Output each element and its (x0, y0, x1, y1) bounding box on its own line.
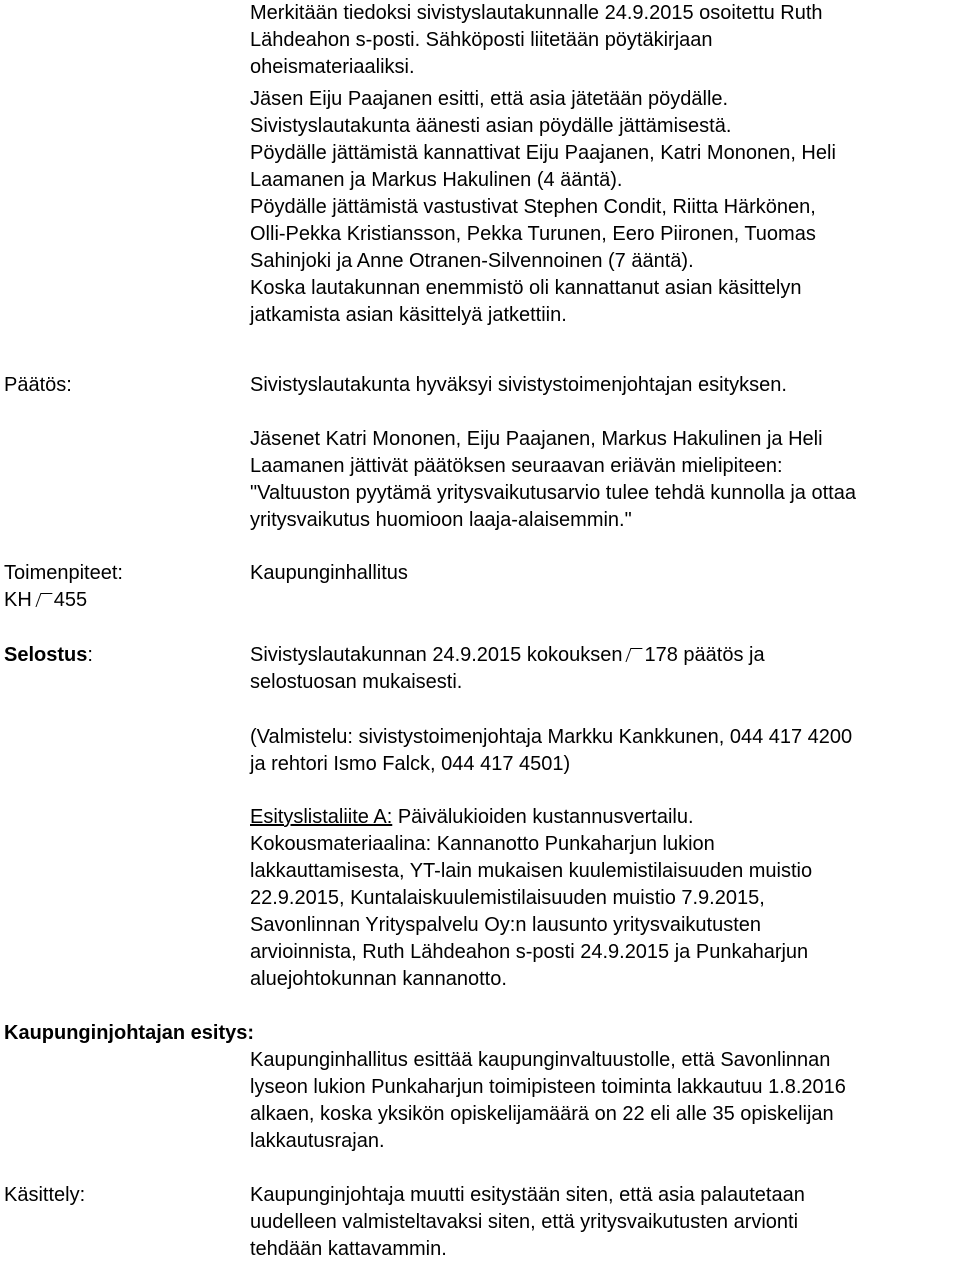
preparation-line: ja rehtori Ismo Falck, 044 417 4501) (250, 753, 571, 775)
vote-line: Sahinjoki ja Anne Otranen-Silvennoinen (7 ääntä). (250, 250, 694, 272)
dissent-line: Laamanen jättivät päätöksen seuraavan eriävän mielipiteen: (250, 455, 783, 477)
actions-label: Toimenpiteet: (4, 562, 123, 584)
vote-line: Pöydälle jättämistä kannattivat Eiju Paajanen, Katri Mononen, Heli (250, 142, 836, 164)
report-label-colon: : (87, 644, 93, 666)
attachments (250, 804, 956, 993)
proposal-line: lyseon lukion Punkaharjun toimipisteen toiminta lakkautuu 1.8.2016 (250, 1076, 846, 1098)
kh-prefix: KH (4, 589, 32, 611)
report-label: Selostus (4, 644, 88, 666)
proposal-line: alkaen, koska yksikön opiskelijamäärä on 22 eli alle 35 opiskelijan (250, 1103, 834, 1125)
mayor-proposal-text (250, 1047, 956, 1155)
decision-label: Päätös: (4, 374, 72, 396)
report-label-block (4, 642, 93, 669)
top-note-line: Merkitään tiedoksi sivistyslautakunnalle 24.9.2015 osoitettu Ruth (250, 2, 823, 24)
vote-line: Olli-Pekka Kristiansson, Pekka Turunen, Eero Piironen, Tuomas (250, 223, 816, 245)
appendix-line (250, 804, 956, 831)
preparation-note (250, 724, 956, 778)
proposal-line: lakkautusrajan. (250, 1130, 385, 1152)
vote-line: jatkamista asian käsittelyä jatkettiin. (250, 304, 567, 326)
section-mark-icon (35, 593, 52, 607)
kh-reference (4, 587, 123, 614)
handling-line: tehdään kattavammin. (250, 1238, 447, 1260)
dissent-line: "Valtuuston pyytämä yritysvaikutusarvio tulee tehdä kunnolla ja ottaa (250, 482, 856, 504)
attachment-line: Kokousmateriaalina: Kannanotto Punkaharjun lukion (250, 833, 715, 855)
vote-line: Koska lautakunnan enemmistö oli kannattanut asian käsittelyn (250, 277, 802, 299)
handling-label: Käsittely: (4, 1184, 86, 1206)
report-line1-b: 178 päätös ja (644, 644, 765, 666)
vote-line: Jäsen Eiju Paajanen esitti, että asia jätetään pöydälle. (250, 88, 729, 110)
vote-line: Pöydälle jättämistä vastustivat Stephen Condit, Riitta Härkönen, (250, 196, 816, 218)
top-note-line: oheismateriaaliksi. (250, 56, 415, 78)
report-line1-a: Sivistyslautakunnan 24.9.2015 kokouksen (250, 644, 623, 666)
vote-line: Sivistyslautakunta äänesti asian pöydälle jättämisestä. (250, 115, 732, 137)
kh-number: 455 (53, 589, 88, 611)
actions-recipient: Kaupunginhallitus (250, 562, 408, 584)
top-note (250, 0, 956, 81)
preparation-line: (Valmistelu: sivistystoimenjohtaja Markku Kankkunen, 044 417 4200 (250, 726, 853, 748)
report-line: selostuosan mukaisesti. (250, 671, 463, 693)
attachment-line: Savonlinnan Yrityspalvelu Oy:n lausunto yritysvaikutusten (250, 914, 762, 936)
attachment-line: lakkauttamisesta, YT-lain mukaisen kuulemistilaisuuden muistio (250, 860, 813, 882)
appendix-link[interactable]: Esityslistaliite A: (250, 806, 393, 828)
dissent-line: yritysvaikutus huomioon laaja-alaisemmin." (250, 509, 632, 531)
handling-line: uudelleen valmisteltavaksi siten, että yritysvaikutusten arvionti (250, 1211, 799, 1233)
decision-line: Sivistyslautakunta hyväksyi sivistystoimenjohtajan esityksen. (250, 374, 787, 396)
top-note-line: Lähdeahon s-posti. Sähköposti liitetään pöytäkirjaan (250, 29, 713, 51)
attachment-line: aluejohtokunnan kannanotto. (250, 968, 507, 990)
handling-line: Kaupunginjohtaja muutti esitystään siten, että asia palautetaan (250, 1184, 805, 1206)
attachment-line: 22.9.2015, Kuntalaiskuulemistilaisuuden muistio 7.9.2015, (250, 887, 765, 909)
dissent-line: Jäsenet Katri Mononen, Eiju Paajanen, Markus Hakulinen ja Heli (250, 428, 823, 450)
proposal-line: Kaupunginhallitus esittää kaupunginvaltuustolle, että Savonlinnan (250, 1049, 831, 1071)
vote-line: Laamanen ja Markus Hakulinen (4 ääntä). (250, 169, 623, 191)
report-text (250, 642, 956, 696)
handling-text (250, 1182, 956, 1263)
attachment-line: arvioinnista, Ruth Lähdeahon s-posti 24.9.2015 ja Punkaharjun (250, 941, 809, 963)
actions-text (250, 560, 956, 587)
decision-text (250, 372, 956, 399)
section-mark-icon (626, 648, 643, 662)
vote-record (250, 86, 956, 329)
report-line (250, 642, 956, 669)
appendix-text: Päivälukioiden kustannusvertailu. (392, 806, 694, 828)
mayor-proposal-label: Kaupunginjohtajan esitys: (4, 1022, 255, 1044)
actions-label-block (4, 560, 123, 614)
dissenting-opinion (250, 426, 956, 534)
